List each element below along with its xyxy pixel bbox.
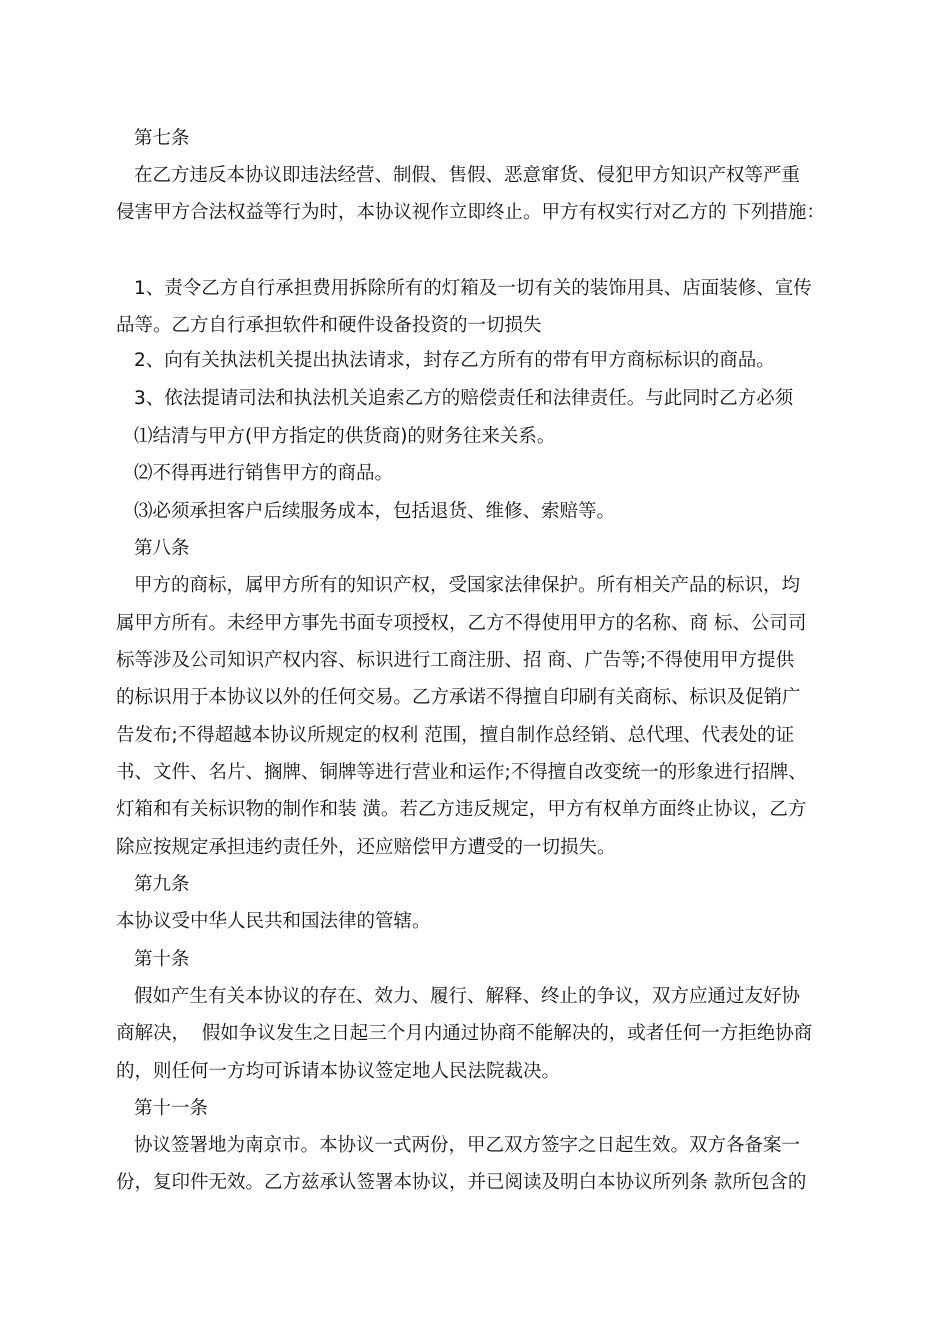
section-heading-8: 第八条 (134, 538, 190, 559)
paragraph-line: 的，则任何一方均可诉请本协议签定地人民法院裁决。 (116, 1061, 561, 1082)
paragraph-line: 在乙方违反本协议即违法经营、制假、售假、恶意窜货、侵犯甲方知识产权等严重 (134, 165, 801, 186)
paragraph-line: 除应按规定承担违约责任外，还应赔偿甲方遭受的一切损失。 (116, 837, 616, 858)
paragraph-line: 属甲方所有。未经甲方事先书面专项授权，乙方不得使用甲方的名称、商 标、公司司 (116, 613, 807, 634)
paragraph-line: 书、文件、名片、搁牌、铜牌等进行营业和运作;不得擅自改变统一的形象进行招牌、 (116, 762, 807, 783)
paragraph-line: 协议签署地为南京市。本协议一式两份，甲乙双方签字之日起生效。双方各备案一 (134, 1135, 801, 1156)
paragraph-line: 本协议受中华人民共和国法律的管辖。 (116, 911, 431, 932)
paragraph-line: 假如产生有关本协议的存在、效力、履行、解释、终止的争议，双方应通过友好协 (134, 986, 801, 1007)
paragraph-line: 灯箱和有关标识物的制作和装 潢。若乙方违反规定，甲方有权单方面终止协议，乙方 (116, 799, 807, 820)
section-heading-9: 第九条 (134, 874, 190, 895)
sub-item-3: ⑶必须承担客户后续服务成本，包括退货、维修、索赔等。 (134, 501, 616, 522)
section-heading-10: 第十条 (134, 949, 190, 970)
paragraph-line: 标等涉及公司知识产权内容、标识进行工商注册、招 商、广告等;不得使用甲方提供 (116, 650, 795, 671)
list-item-2: 2、向有关执法机关提出执法请求，封存乙方所有的带有甲方商标标识的商品。 (134, 350, 775, 371)
paragraph-line: 的标识用于本协议以外的任何交易。乙方承诺不得擅自印刷有关商标、标识及促销广 (116, 687, 801, 708)
paragraph-line: 商解决， 假如争议发生之日起三个月内通过协商不能解决的，或者任何一方拒绝协商 (116, 1023, 813, 1044)
list-item-1-continued: 品等。乙方自行承担软件和硬件设备投资的一切损失 (116, 315, 542, 336)
section-heading-7: 第七条 (134, 128, 190, 149)
sub-item-2: ⑵不得再进行销售甲方的商品。 (134, 463, 394, 484)
sub-item-1: ⑴结清与甲方(甲方指定的供货商)的财务往来关系。 (134, 426, 556, 447)
paragraph-line: 甲方的商标，属甲方所有的知识产权，受国家法律保护。所有相关产品的标识，均 (134, 575, 801, 596)
list-item-1: 1、责令乙方自行承担费用拆除所有的灯箱及一切有关的装饰用具、店面装修、宣传 (134, 278, 812, 299)
paragraph-line: 份，复印件无效。乙方兹承认签署本协议，并已阅读及明白本协议所列条 款所包含的 (116, 1172, 807, 1193)
paragraph-line: 告发布;不得超越本协议所规定的权利 范围，擅自制作总经销、总代理、代表处的证 (116, 725, 795, 746)
paragraph-line: 侵害甲方合法权益等行为时，本协议视作立即终止。甲方有权实行对乙方的 下列措施： (116, 202, 825, 223)
section-heading-11: 第十一条 (134, 1098, 209, 1119)
list-item-3: 3、依法提请司法和执法机关追索乙方的赔偿责任和法律责任。与此同时乙方必须 (134, 388, 794, 409)
